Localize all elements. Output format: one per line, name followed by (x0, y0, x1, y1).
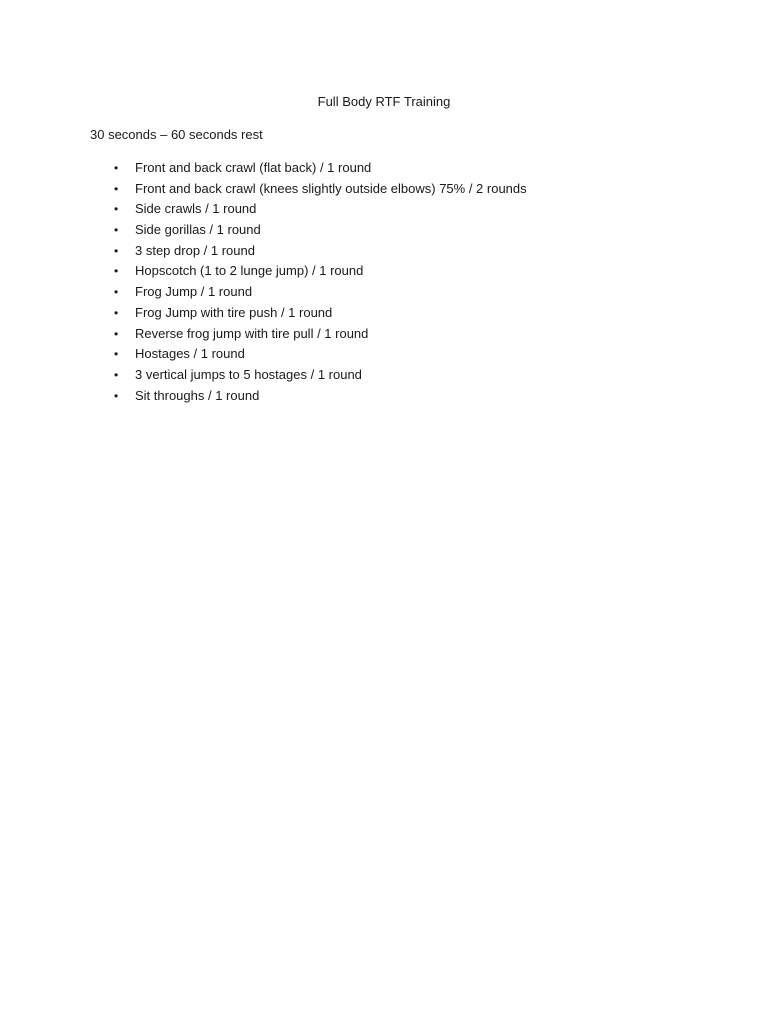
exercise-text: Reverse frog jump with tire pull / 1 round (135, 325, 369, 341)
bullet-icon: • (114, 347, 119, 362)
exercise-text: Hostages / 1 round (135, 346, 245, 362)
bullet-icon: • (114, 367, 119, 382)
exercise-text: Side gorillas / 1 round (135, 222, 261, 238)
exercise-text: Side crawls / 1 round (135, 201, 257, 217)
exercise-text: Frog Jump / 1 round (135, 284, 253, 300)
bullet-icon: • (114, 202, 119, 217)
exercise-text: Sit throughs / 1 round (135, 387, 260, 403)
exercise-text: Hopscotch (1 to 2 lunge jump) / 1 round (135, 263, 364, 279)
exercise-text: 3 step drop / 1 round (135, 242, 255, 258)
exercise-text: 3 vertical jumps to 5 hostages / 1 round (135, 366, 362, 382)
rest-interval-text: 30 seconds – 60 seconds rest (90, 127, 263, 142)
document-title: Full Body RTF Training (317, 94, 451, 109)
exercise-text: Front and back crawl (knees slightly outside elbows) 75% / 2 rounds (135, 180, 527, 196)
exercise-text: Frog Jump with tire push / 1 round (135, 304, 333, 320)
bullet-icon: • (114, 181, 119, 196)
bullet-icon: • (114, 305, 119, 320)
bullet-icon: • (114, 264, 119, 279)
bullet-icon: • (114, 388, 119, 403)
bullet-icon: • (114, 285, 119, 300)
bullet-icon: • (114, 326, 119, 341)
exercise-text: Front and back crawl (flat back) / 1 round (135, 160, 372, 175)
bullet-icon: • (114, 223, 119, 238)
bullet-icon: • (114, 161, 119, 175)
bullet-icon: • (114, 243, 119, 258)
